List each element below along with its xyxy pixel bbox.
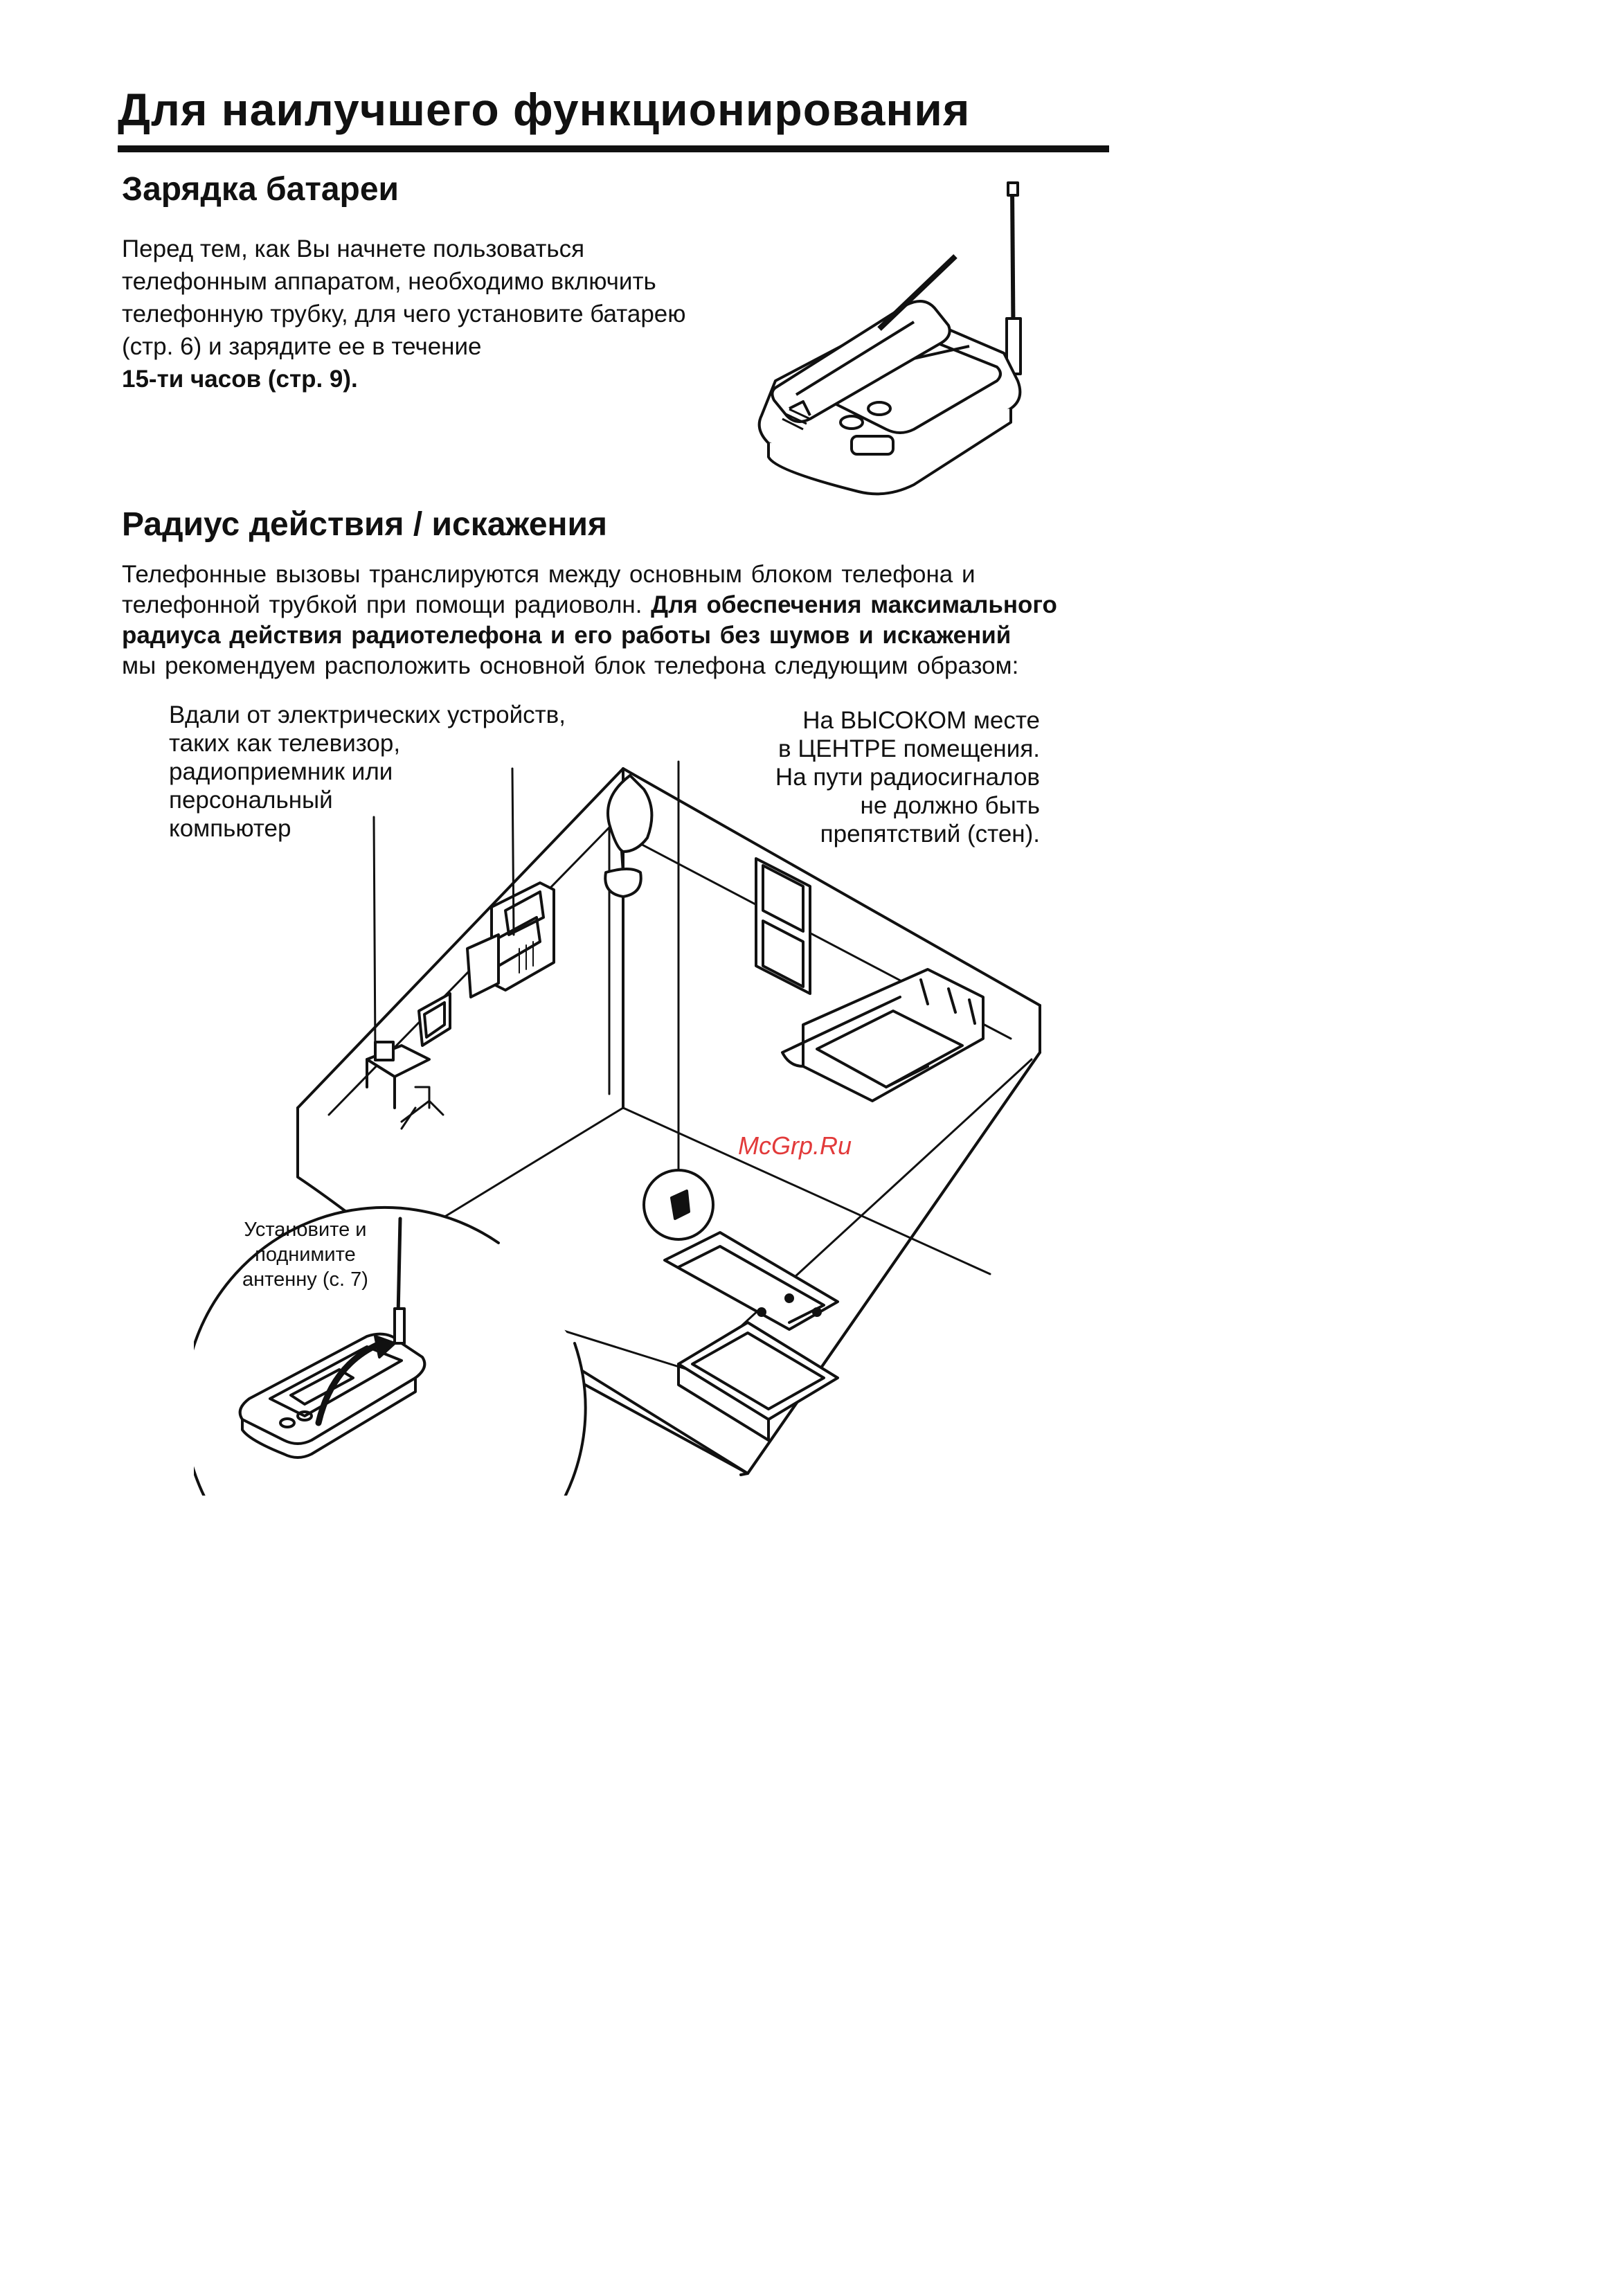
right-caption-line: не должно быть bbox=[860, 792, 1040, 819]
range-line bbox=[122, 590, 1057, 620]
room-placement-diagram bbox=[194, 734, 1080, 1496]
battery-heading: Зарядка батареи bbox=[122, 171, 399, 208]
right-caption-line: На ВЫСОКОМ месте bbox=[802, 707, 1040, 734]
left-caption-line: таких как телевизор, bbox=[169, 730, 401, 757]
range-line-bold: Для обеспечения максимального bbox=[651, 591, 1057, 618]
inset-caption-line: поднимите bbox=[255, 1244, 356, 1266]
page-title: Для наилучшего функционирования bbox=[118, 84, 971, 135]
left-caption-line: радиоприемник или bbox=[169, 758, 393, 785]
inset-caption bbox=[242, 1217, 368, 1292]
watermark: McGrp.Ru bbox=[738, 1131, 852, 1160]
cordless-phone-illustration bbox=[748, 180, 1039, 499]
range-paragraph bbox=[122, 559, 1057, 681]
range-line-plain: телефонной трубкой при помощи радиоволн. bbox=[122, 591, 651, 618]
range-line: Телефонные вызовы транслируются между основным блоком телефона и bbox=[122, 561, 976, 588]
range-line-bold: радиуса действия радиотелефона и его работы без шумов и искажений bbox=[122, 622, 1012, 649]
range-line: мы рекомендуем расположить основной блок телефона следующим образом: bbox=[122, 652, 1019, 679]
battery-line-bold: 15-ти часов (стр. 9). bbox=[122, 366, 358, 393]
right-caption-line: препятствий (стен). bbox=[820, 820, 1040, 847]
inset-caption-line: антенну (с. 7) bbox=[242, 1268, 368, 1291]
right-caption-line: в ЦЕНТРЕ помещения. bbox=[778, 735, 1040, 762]
battery-line: Перед тем, как Вы начнете пользоваться bbox=[122, 235, 585, 262]
battery-line: телефонным аппаратом, необходимо включить bbox=[122, 268, 656, 295]
right-caption-line: На пути радиосигналов bbox=[775, 764, 1040, 791]
battery-paragraph bbox=[122, 233, 686, 395]
left-caption-line: компьютер bbox=[169, 815, 291, 842]
range-heading: Радиус действия / искажения bbox=[122, 506, 608, 543]
left-caption-line: Вдали от электрических устройств, bbox=[169, 701, 566, 728]
inset-caption-line: Установите и bbox=[244, 1219, 367, 1241]
battery-line: телефонную трубку, для чего установите батарею bbox=[122, 301, 686, 328]
left-caption-line: персональный bbox=[169, 787, 333, 814]
battery-line: (стр. 6) и зарядите ее в течение bbox=[122, 333, 482, 360]
title-underline bbox=[118, 145, 1109, 152]
